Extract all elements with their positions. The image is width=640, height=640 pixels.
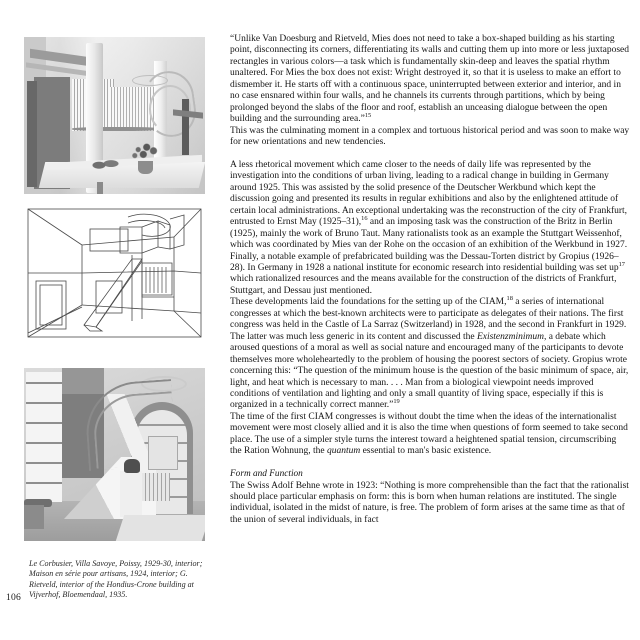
page-number: 106	[6, 592, 21, 603]
paragraph-adolf-behne: The Swiss Adolf Behne wrote in 1923: “Nothing is more comprehensible than the fact that the rationalist should place particular emphasis on form: this is born when human relations are instituted. The single individual, isolated in the midst of nature, is free. The problem of form arises at the same time as that of the union of several individuals, in fact	[230, 480, 629, 525]
paragraph-mies-quote	[230, 34, 630, 126]
para4-part-b: a series of international congresses at which the best-known architects were to participate as delegates of their nations. The first congress was held in the Castle of La Sarraz (Switzerland) in 1928, and the second in Frankfurt in 1929. The latter was much less generic in its content and discussed the	[230, 297, 627, 342]
figure-villa-savoye-interior	[24, 37, 205, 194]
quote-text: “Unlike Van Doesburg and Rietveld, Mies does not need to take a box-shaped building as his starting point, disconnecting its corners, differentiating its walls and cutting them up into more or less juxtaposed rectangles in various colors—a task which is fundamentally skin-deep and leaves the spatial rhythm unaltered. For Mies the box does not exist: Wright destroyed it, so that it is useless to make an effort to dismember it. He starts off with a continuous space, uninterrupted between exterior and interior, and in no case ensnared within four walls, and he channels its currents through partitions, which by being prolonged beyond the slabs of the floor and roof, establish an unceasing dialogue between the open building and the surrounding area.”	[230, 34, 630, 125]
para3-part-b: and an imposing task was the construction of the Britz in Berlin (1925), mainly the work of Bruno Taut. Many rationalists took as an example the Stuttgart Weissenhof, which was coordinated by Mies van der Rohe on the occasion of an exhibition of the Werkbund in 1927. Finally, a notable example of prefabricated building was the Dessau-Torten district by Gropius (1926–28). In Germany in 1928 a national institute for economic research into residential building was set up	[230, 217, 628, 273]
figure-hondius-crone-interior	[24, 368, 205, 541]
footnote-marker-16: 16	[361, 215, 368, 223]
maison-en-serie-line-drawing	[24, 201, 205, 361]
footnote-marker-18: 18	[506, 295, 513, 303]
para4-part-c: , a debate which aroused questions of a moral as well as social nature and encouraged many of the participants to devote themselves more wholeheartedly to the problem of housing the poorest sectors of society. Gropius wrote concerning this: “The question of the minimum house is the question of the basic minimum of space, air, light, and heat which is necessary to man. . . . Man from a biological viewpoint needs improved conditions of ventilation and lighting and only a small quantity of living space, especially if this is organized in a technically correct manner.”	[230, 331, 629, 411]
section-spacer	[230, 458, 630, 469]
term-quantum: quantum	[326, 446, 361, 457]
paragraph-rhetorical-movement	[230, 160, 630, 297]
footnote-marker-17: 17	[618, 260, 625, 268]
paragraph-ciam	[230, 297, 630, 412]
body-text-column	[230, 34, 630, 526]
para5-part-b: essential to man's basic existence.	[360, 446, 492, 457]
para5-part-a: The time of the first CIAM congresses is without doubt the time when the ideas of the internationalist movement were most closely allied and it is also the time when questions of form seemed to take second place. The use of a simpler style turns the interest toward a heightened spatial tension, circumscribing the Ration Wohnung, the	[230, 411, 628, 457]
paragraph-spacer	[230, 149, 630, 160]
perspective-drawing	[24, 201, 205, 361]
term-existenzminimum: Existenzminimum	[476, 331, 544, 342]
footnote-marker-19: 19	[393, 398, 400, 406]
para3-part-c: which rationalized resources and the means available for the construction of the districts of Frankfurt, Stuttgart, and Dessau just mentioned.	[230, 274, 617, 296]
hondius-crone-photo	[24, 368, 205, 541]
paragraph-culminating-moment: This was the culminating moment in a complex and tortuous historical period and was soon to make way for new orientations and new tendencies.	[230, 125, 630, 148]
para3-part-a: A less rhetorical movement which came closer to the needs of daily life was represented by the investigation into the conditions of urban living, leading to a radical change in building in Germany around 1925. This was assisted by the solid presence of the Deutscher Werkbund which kept the discussion going and presented its results in regular exhibitions and also by the enlightened attitude of certain local administrations. An exceptional undertaking was the reconstruction of the city of Frankfurt, entrusted to Ernst May (1925–31),	[230, 159, 628, 228]
figure-caption: Le Corbusier, Villa Savoye, Poissy, 1929-30, interior; Maison en série pour artisans, 1924, interior; G. Rietveld, interior of the Hondius-Crone building at Vijverhof, Bloemendaal, 1935.	[29, 559, 203, 600]
figure-maison-en-serie-interior	[24, 201, 205, 361]
figure-column	[24, 37, 205, 548]
villa-savoye-photo	[24, 37, 205, 194]
para4-part-a: These developments laid the foundations for the setting up of the CIAM,	[230, 297, 507, 308]
section-heading-form-and-function: Form and Function	[230, 469, 303, 480]
footnote-marker-15: 15	[364, 112, 372, 120]
paragraph-first-ciam-congresses	[230, 412, 630, 458]
